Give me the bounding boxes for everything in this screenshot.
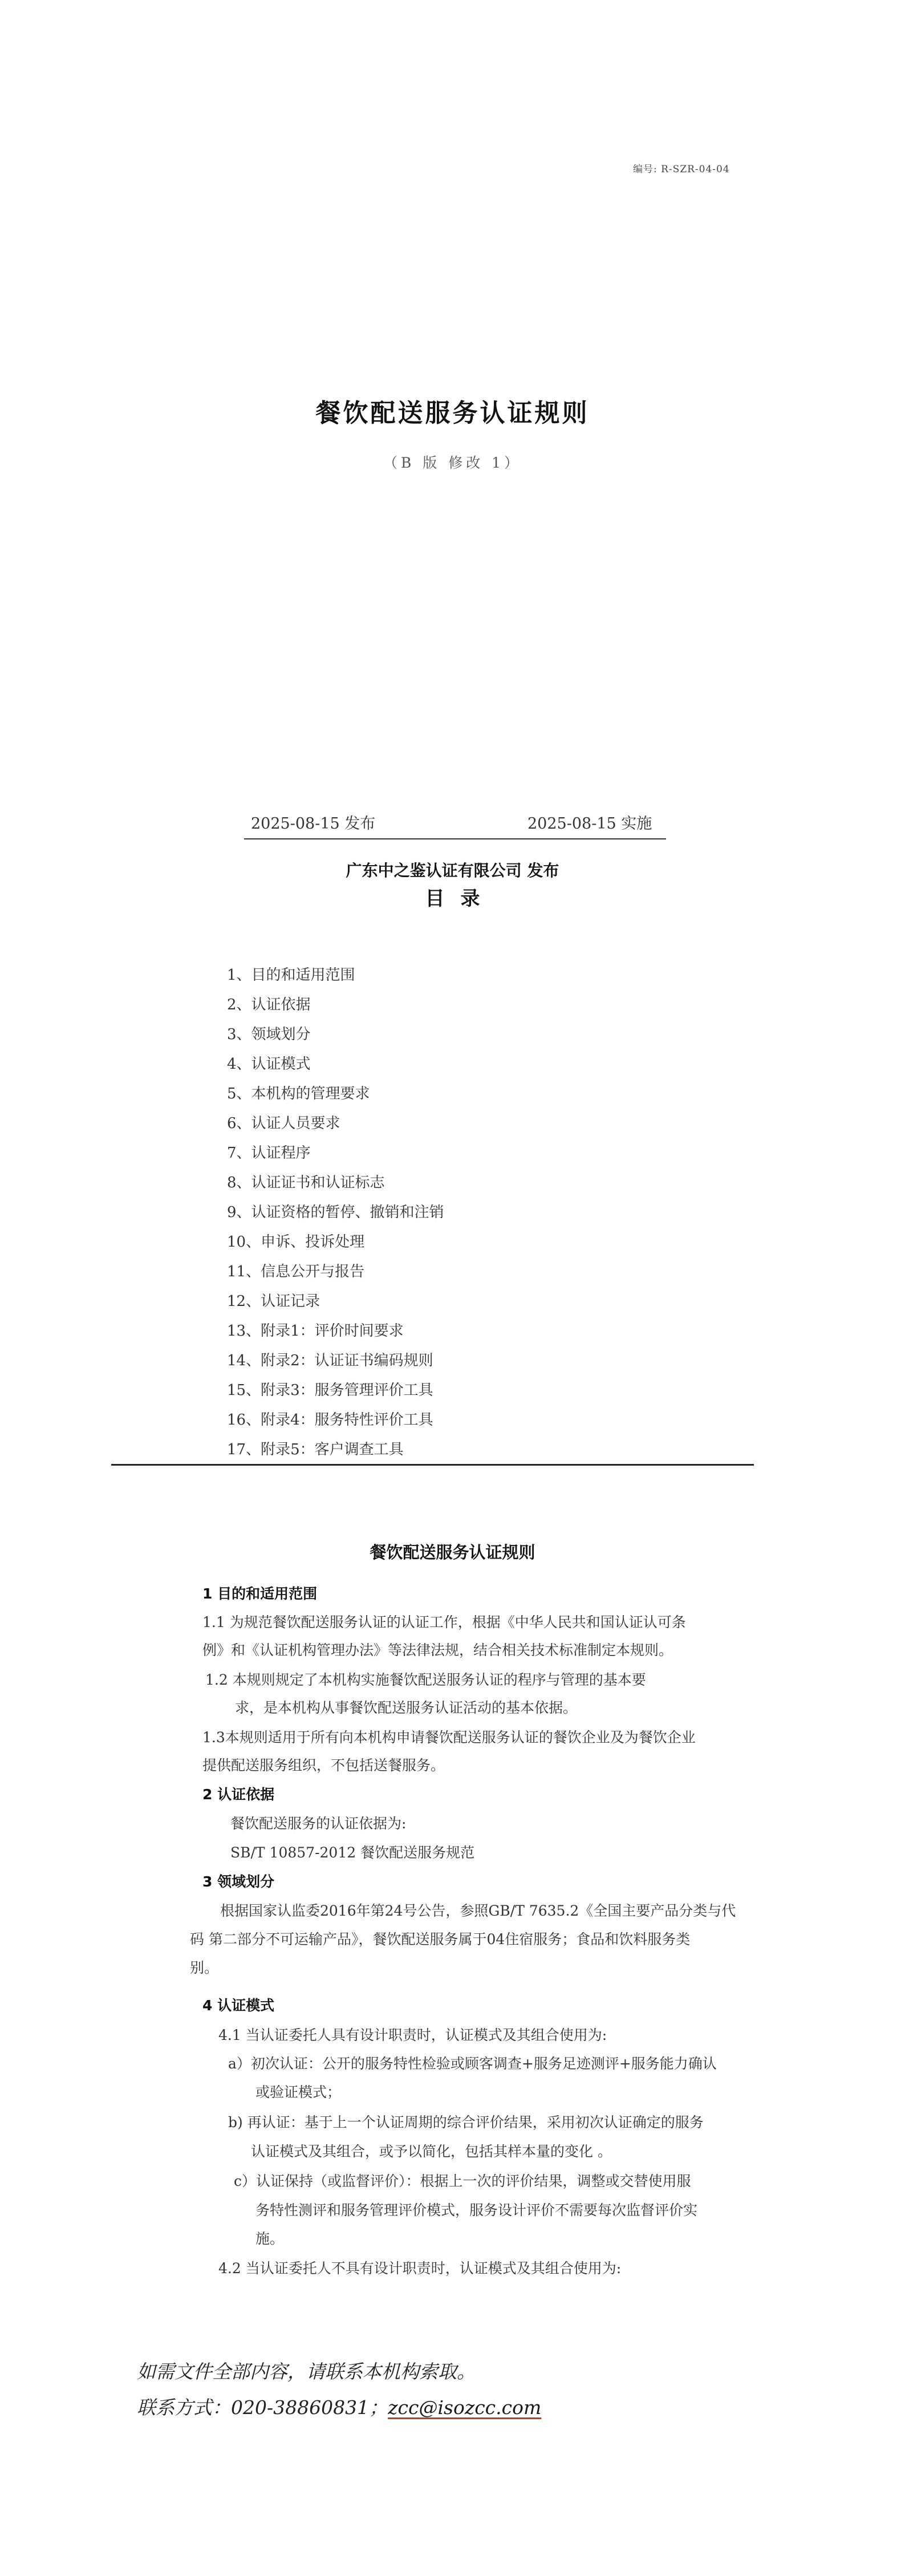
section-3-heading: 3 领域划分 [202, 1873, 275, 1890]
toc-title: 目录 [425, 887, 496, 910]
toc-item[interactable]: 7、认证程序 [227, 1145, 311, 1162]
footer-note: 如需文件全部内容，请联系本机构索取。 [137, 2360, 476, 2383]
section-4-1-b-line-2: 认证模式及其组合，或予以简化，包括其样本量的变化 。 [251, 2143, 612, 2160]
toc-item[interactable]: 1、目的和适用范围 [227, 967, 355, 984]
toc-item[interactable]: 10、申诉、投诉处理 [227, 1234, 365, 1251]
issuer-label: 广东中之鉴认证有限公司 发布 [346, 861, 559, 880]
section-3-line-2: 码 第二部分不可运输产品》，餐饮配送服务属于04住宿服务；食品和饮料服务类 [190, 1931, 691, 1948]
table-of-contents [227, 965, 444, 1469]
toc-item[interactable]: 12、认证记录 [227, 1293, 320, 1310]
section-4-1-b-line-1: b) 再认证：基于上一个认证周期的综合评价结果，采用初次认证确定的服务 [228, 2114, 704, 2131]
section-3-line-1: 根据国家认监委2016年第24号公告，参照GB/T 7635.2《全国主要产品分类与代 [220, 1902, 736, 1919]
toc-item[interactable]: 5、本机构的管理要求 [227, 1085, 370, 1102]
section-4-2: 4.2 当认证委托人不具有设计职责时，认证模式及其组合使用为: [218, 2260, 622, 2277]
footer-email-link[interactable]: zcc@isozcc.com [388, 2396, 542, 2419]
section-4-1-c-line-3: 施。 [255, 2230, 285, 2247]
section-4-1-a-line-1: a）初次认证：公开的服务特性检验或顾客调查+服务足迹测评+服务能力确认 [228, 2055, 717, 2072]
section-1-1-line-2: 例》和《认证机构管理办法》等法律法规，结合相关技术标准制定本规则。 [202, 1642, 673, 1658]
cover-divider [244, 838, 666, 839]
toc-item[interactable]: 2、认证依据 [227, 996, 311, 1013]
toc-item[interactable]: 11、信息公开与报告 [227, 1263, 365, 1280]
section-1-heading: 1 目的和适用范围 [202, 1585, 318, 1602]
toc-item[interactable]: 4、认证模式 [227, 1056, 311, 1073]
body-title: 餐饮配送服务认证规则 [370, 1543, 535, 1562]
section-2-line-2: SB/T 10857-2012 餐饮配送服务规范 [230, 1844, 475, 1861]
section-1-1-line-1: 1.1 为规范餐饮配送服务认证的认证工作，根据《中华人民共和国认证认可条 [202, 1614, 686, 1630]
section-3-line-3: 别。 [190, 1960, 219, 1976]
section-2-heading: 2 认证依据 [202, 1786, 275, 1803]
toc-item[interactable]: 17、附录5：客户调查工具 [227, 1441, 404, 1458]
toc-item[interactable]: 9、认证资格的暂停、撤销和注销 [227, 1204, 444, 1221]
toc-item[interactable]: 13、附录1：评价时间要求 [227, 1323, 404, 1340]
toc-item[interactable]: 15、附录3：服务管理评价工具 [227, 1382, 433, 1399]
section-1-3-line-2: 提供配送服务组织，不包括送餐服务。 [202, 1757, 445, 1774]
version-label: （B 版 修改 1） [383, 455, 522, 471]
section-2-line-1: 餐饮配送服务的认证依据为: [230, 1815, 407, 1832]
release-date: 2025-08-15 发布 [251, 815, 376, 833]
section-1-2-line-1: 1.2 本规则规定了本机构实施餐饮配送服务认证的程序与管理的基本要 [205, 1672, 646, 1688]
section-4-1: 4.1 当认证委托人具有设计职责时，认证模式及其组合使用为: [218, 2027, 607, 2043]
section-4-1-c-line-1: c）认证保持（或监督评价）：根据上一次的评价结果，调整或交替使用服 [234, 2173, 691, 2189]
toc-item[interactable]: 16、附录4：服务特性评价工具 [227, 1411, 433, 1429]
section-1-2-line-2: 求，是本机构从事餐饮配送服务认证活动的基本依据。 [235, 1699, 578, 1716]
section-4-1-c-line-2: 务特性测评和服务管理评价模式，服务设计评价不需要每次监督评价实 [255, 2202, 698, 2218]
footer-contact [137, 2393, 541, 2420]
toc-item[interactable]: 3、领域划分 [227, 1026, 311, 1043]
effective-date: 2025-08-15 实施 [527, 815, 652, 833]
section-4-1-a-line-2: 或验证模式； [255, 2084, 342, 2100]
toc-divider [111, 1464, 754, 1466]
toc-item[interactable]: 8、认证证书和认证标志 [227, 1174, 385, 1191]
toc-item[interactable]: 14、附录2：认证证书编码规则 [227, 1352, 433, 1369]
document-number: 编号: R-SZR-04-04 [633, 164, 730, 175]
toc-item[interactable]: 6、认证人员要求 [227, 1115, 340, 1132]
document-title: 餐饮配送服务认证规则 [315, 399, 590, 428]
footer-contact-phone: 联系方式：020-38860831； [137, 2396, 388, 2419]
section-1-3-line-1: 1.3本规则适用于所有向本机构申请餐饮配送服务认证的餐饮企业及为餐饮企业 [202, 1729, 696, 1746]
section-4-heading: 4 认证模式 [202, 1997, 275, 2014]
